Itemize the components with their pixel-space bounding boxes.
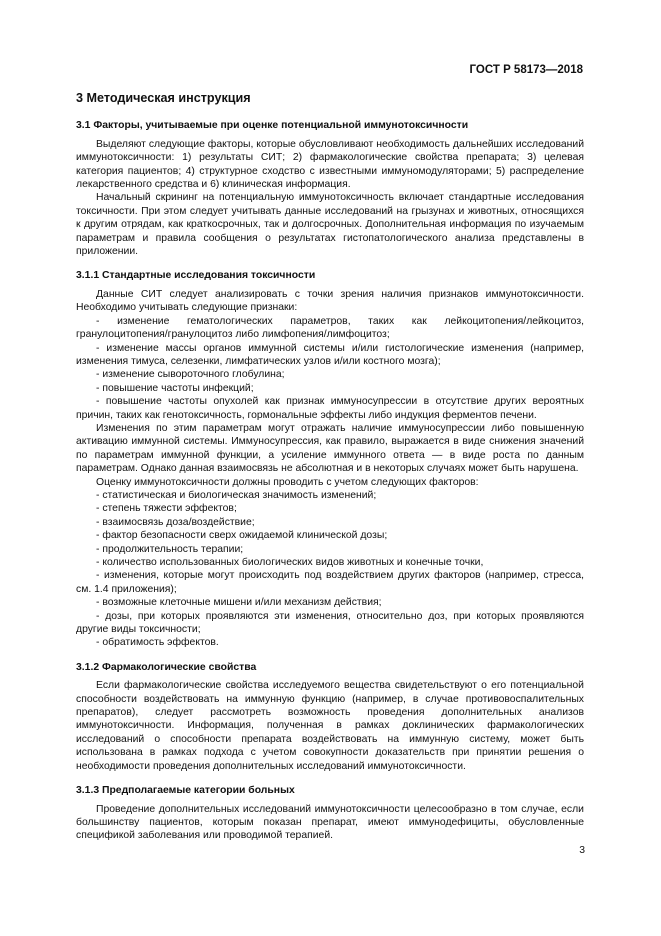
list-item: - изменение гематологических параметров, таких как лейкоцитопения/лейкоцитоз, гранулоцитопения/гранулоцитоз либо лимфопения/лимфоцитоз; [76, 315, 584, 341]
list-item: - возможные клеточные мишени и/или механизм действия; [96, 597, 382, 609]
list-item: - статистическая и биологическая значимость изменений; [96, 489, 377, 501]
list-item: - фактор безопасности сверх ожидаемой клинической дозы; [96, 530, 388, 542]
list-item: - продолжительность терапии; [96, 543, 244, 555]
subsection-3-1-title: 3.1 Факторы, учитываемые при оценке потенциальной иммунотоксичности [76, 120, 469, 132]
list-item: - изменение сывороточного глобулина; [96, 369, 285, 381]
paragraph-assessment: Оценку иммунотоксичности должны проводить с учетом следующих факторов: [96, 476, 479, 488]
paragraph-changes: Изменения по этим параметрам могут отражать наличие иммуносупрессии либо повышенную активацию иммунной системы. Иммуносупрессия, как правило, выражается в виде снижения значений по параметрам иммунной функции, а усиление иммунного ответа — в виде роста по данным параметрам. Однако данная взаимосвязь не абсолютная и в некоторых случаях может быть нарушена. [76, 422, 584, 475]
list-item: - дозы, при которых проявляются эти изменения, относительно доз, при которых проявляются другие виды токсичности; [76, 610, 584, 636]
paragraph-patients: Проведение дополнительных исследований иммунотоксичности целесообразно в том случае, если большинству пациентов, которым показан препарат, имеют иммунодефициты, обусловленные спецификой заболевания или проводимой терапией. [76, 803, 584, 842]
section-title: 3 Методическая инструкция [76, 91, 251, 105]
list-item: - повышение частоты опухолей как признак иммуносупрессии в отсутствие других вероятных причин, таких как генотоксичность, гормональные эффекты либо индукция ферментов печени. [76, 396, 584, 421]
factors-list [76, 489, 584, 650]
paragraph-screening: Начальный скрининг на потенциальную иммунотоксичность включает стандартные исследования токсичности. При этом следует учитывать данные исследований на грызунах и животных, относящихся к другим отрядам, как краткосрочных, так и долгосрочных. Дополнительная информация по изучаемым параметрам и правила сообщения о результатах гистопатологического анализа представлены в приложении. [76, 192, 584, 258]
signs-list [76, 315, 584, 422]
paragraph-sit-intro: Данные СИТ следует анализировать с точки зрения наличия признаков иммунотоксичности. Необходимо учитывать следующие признаки: [76, 288, 584, 314]
document-body [76, 88, 584, 843]
subsection-3-1-3-title: 3.1.3 Предполагаемые категории больных [76, 785, 295, 797]
list-item: - повышение частоты инфекций; [96, 382, 254, 394]
list-item: - изменение массы органов иммунной системы и/или гистологические изменения (например, изменения тимуса, селезенки, лимфатических узлов и/или костного мозга); [76, 342, 584, 367]
list-item: - степень тяжести эффектов; [96, 503, 237, 515]
list-item: - обратимость эффектов. [96, 637, 219, 649]
standard-header: ГОСТ Р 58173—2018 [469, 64, 583, 76]
page-number: 3 [579, 845, 585, 856]
subsection-3-1-1-title: 3.1.1 Стандартные исследования токсичности [76, 270, 316, 282]
list-item: - взаимосвязь доза/воздействие; [96, 516, 255, 528]
subsection-3-1-2-title: 3.1.2 Фармакологические свойства [76, 661, 257, 673]
list-item: - изменения, которые могут происходить под воздействием других факторов (например, стресса, см. 1.4 приложения); [76, 570, 584, 595]
paragraph-pharmacology: Если фармакологические свойства исследуемого вещества свидетельствуют о его потенциальной способности воздействовать на иммунную функцию (например, в случае противовоспалительных препаратов), следует рассмотреть возможность проведения дополнительных анализов иммунотоксичности. Информация, полученная в рамках доклинических фармакологических исследований о способности препарата воздействовать на иммунную систему, может быть использована в рамках подхода с учетом совокупности доказательств при принятии решения о необходимости проведения дополнительных исследований иммунотоксичности. [76, 680, 584, 772]
list-item: - количество использованных биологических видов животных и конечные точки, [96, 557, 484, 568]
paragraph-factors: Выделяют следующие факторы, которые обусловливают необходимость дальнейших исследований иммунотоксичности: 1) результаты СИТ; 2) фармакологические свойства препарата; 3) целевая категория пациентов; 4) структурное сходство с известными иммуномодуляторами; 5) распределение лекарственного средства и 6) клиническая информация. [76, 138, 584, 191]
